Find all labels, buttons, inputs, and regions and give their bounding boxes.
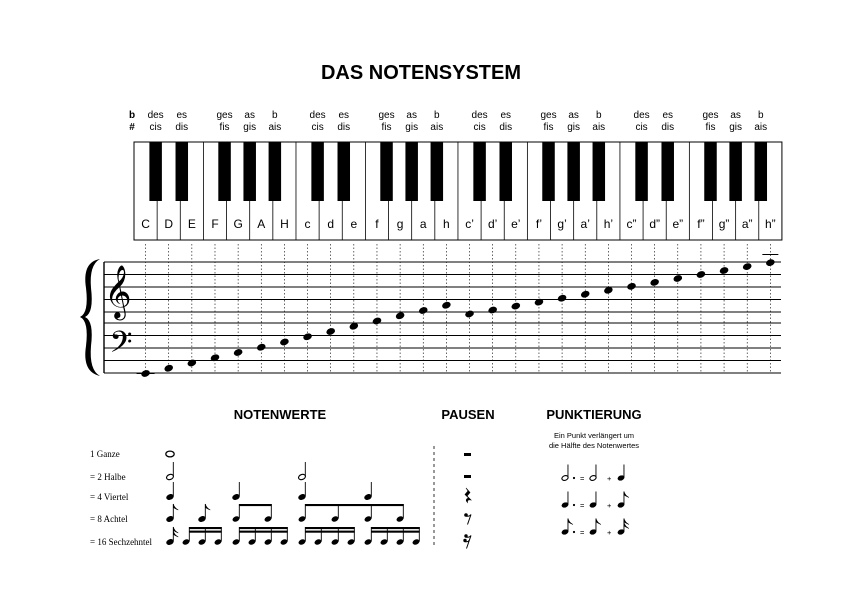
note-value-label: 1 Ganze <box>90 449 120 459</box>
whole-note-icon <box>166 451 174 457</box>
note-flag <box>173 504 178 510</box>
punktierung-text-line-2: die Hälfte des Notenwertes <box>548 441 640 450</box>
black-key <box>704 142 717 201</box>
note-beam <box>239 531 287 533</box>
black-key <box>473 142 486 201</box>
note-beam <box>189 527 221 529</box>
white-key-label: h” <box>765 217 776 231</box>
scale-note-9 <box>325 327 335 336</box>
white-key-label: A <box>257 217 266 231</box>
scale-note-24 <box>673 274 683 283</box>
sharp-name: dis <box>499 122 513 133</box>
black-key <box>635 142 648 201</box>
flat-name: as <box>406 110 417 121</box>
scale-note-26 <box>719 266 729 275</box>
rests <box>463 453 471 549</box>
bass-clef-icon: 𝄢 <box>109 326 133 367</box>
scale-note-28 <box>765 258 775 267</box>
page-title: DAS NOTENSYSTEM <box>320 62 522 84</box>
sharp-name: gis <box>405 122 419 133</box>
scale-note-25 <box>696 270 706 279</box>
black-key <box>567 142 580 201</box>
sharp-name: ais <box>268 122 282 133</box>
scale-note-12 <box>395 311 405 320</box>
note-beam <box>189 531 221 533</box>
sharp-name: dis <box>337 122 351 133</box>
quarter-rest-icon <box>465 488 471 503</box>
black-key <box>269 142 282 201</box>
scale-note-14 <box>441 301 451 310</box>
scale-note-27 <box>742 262 752 271</box>
white-key-label: D <box>164 217 174 231</box>
whole-rest-icon <box>464 453 471 456</box>
note-beam <box>305 531 354 533</box>
black-key <box>218 142 231 201</box>
sharp-name: dis <box>661 122 675 133</box>
black-key <box>405 142 418 201</box>
flat-name: des <box>471 110 488 121</box>
note-beam <box>305 527 354 529</box>
white-key-label: a <box>419 217 427 231</box>
white-key-label: f <box>375 217 379 231</box>
scale-note-16 <box>487 306 497 315</box>
note-flag <box>568 519 573 525</box>
note-beam <box>371 531 419 533</box>
sharp-name: gis <box>243 122 257 133</box>
sharp-name: cis <box>149 122 162 133</box>
scale-note-23 <box>649 278 659 287</box>
scale-note-17 <box>511 302 521 311</box>
flat-name: es <box>500 110 512 121</box>
half-rest-icon <box>464 475 471 478</box>
white-key-label: g <box>396 217 404 231</box>
sixteenth-rest-stroke <box>465 536 471 549</box>
plus-sign: + <box>607 474 612 483</box>
eighth-rest-stroke <box>466 515 471 525</box>
note-beam <box>239 527 287 529</box>
sharp-name: dis <box>175 122 189 133</box>
pausen-heading: PAUSEN <box>441 407 495 422</box>
flat-name: ges <box>378 110 395 121</box>
plus-sign: + <box>607 501 612 510</box>
white-key-label: f” <box>697 217 705 231</box>
equals-sign: = <box>580 474 585 483</box>
flat-name: des <box>147 110 164 121</box>
note-flag <box>624 492 629 498</box>
scale-note-13 <box>418 306 428 315</box>
note-values <box>90 446 434 548</box>
note-value-label: = 16 Sechzehntel <box>90 537 153 547</box>
sharp-name: ais <box>754 122 768 133</box>
white-key-label: e’ <box>511 217 521 231</box>
scale-note-8 <box>302 332 312 341</box>
sharp-marker: # <box>129 122 135 133</box>
white-key-label: H <box>280 217 289 231</box>
white-key-label: G <box>233 217 243 231</box>
black-key <box>243 142 256 201</box>
sharp-name: cis <box>473 122 486 133</box>
brace <box>80 259 100 376</box>
white-key-label: c” <box>626 217 637 231</box>
sharp-name: cis <box>635 122 648 133</box>
note-value-label: = 4 Viertel <box>90 492 129 502</box>
flat-marker: b <box>128 110 136 121</box>
augmentation-dot <box>573 504 575 506</box>
scale-notes <box>137 255 779 379</box>
flat-name: b <box>434 110 440 121</box>
black-key <box>149 142 162 201</box>
white-key-label: e <box>350 217 358 231</box>
note-flag <box>205 504 210 510</box>
white-key-label: C <box>141 217 150 231</box>
flat-name: es <box>176 110 188 121</box>
flat-name: b <box>272 110 278 121</box>
scale-note-2 <box>163 364 173 373</box>
flat-name: b <box>596 110 602 121</box>
scale-note-22 <box>626 282 636 291</box>
scale-note-5 <box>233 348 243 357</box>
scale-note-3 <box>187 358 197 367</box>
note-flag <box>596 519 601 525</box>
notenwerte-heading: NOTENWERTE <box>233 407 327 422</box>
flat-name: es <box>662 110 674 121</box>
flat-name: as <box>568 110 579 121</box>
black-key <box>593 142 606 201</box>
note-beam <box>371 527 419 529</box>
white-key-label: g” <box>718 217 730 231</box>
black-key <box>176 142 189 201</box>
note-beam <box>305 504 403 506</box>
flat-name: ges <box>702 110 719 121</box>
flat-name: as <box>730 110 741 121</box>
dotted-notes <box>561 465 629 538</box>
sharp-name: fis <box>543 122 554 133</box>
scale-note-20 <box>580 290 590 299</box>
flat-name: es <box>338 110 350 121</box>
scale-note-18 <box>534 298 544 307</box>
sharp-name: fis <box>219 122 230 133</box>
black-key <box>338 142 351 201</box>
punktierung-text-line-1: Ein Punkt verlängert um <box>553 431 635 440</box>
white-key-label: h <box>443 217 450 231</box>
flat-name: des <box>309 110 326 121</box>
sharp-name: gis <box>567 122 581 133</box>
scale-note-15 <box>464 309 474 318</box>
sharp-name: fis <box>381 122 392 133</box>
equals-sign: = <box>580 528 585 537</box>
black-key <box>431 142 444 201</box>
note-value-label: = 8 Achtel <box>90 514 128 524</box>
flat-name: des <box>633 110 650 121</box>
white-key-label: g’ <box>557 217 567 231</box>
note-flag <box>624 519 629 525</box>
white-key-label: f’ <box>535 217 543 231</box>
sharp-name: ais <box>592 122 606 133</box>
augmentation-dot <box>573 531 575 533</box>
white-key-label: F <box>211 217 219 231</box>
flat-name: ges <box>216 110 233 121</box>
black-key <box>499 142 512 201</box>
scale-note-7 <box>279 337 289 346</box>
white-key-label: c <box>304 217 311 231</box>
note-value-label: = 2 Halbe <box>90 472 126 482</box>
black-key <box>755 142 768 201</box>
black-key <box>311 142 324 201</box>
white-key-label: a’ <box>580 217 590 231</box>
punktierung-heading: PUNKTIERUNG <box>546 407 642 422</box>
sharp-name: gis <box>729 122 743 133</box>
scale-note-19 <box>557 294 567 303</box>
white-key-label: a” <box>741 217 753 231</box>
black-key <box>729 142 742 201</box>
black-key <box>542 142 555 201</box>
white-key-label: d” <box>649 217 660 231</box>
white-key-label: d’ <box>487 217 498 231</box>
white-key-label: e” <box>672 217 684 231</box>
plus-sign: + <box>607 528 612 537</box>
black-key <box>380 142 393 201</box>
white-key-label: d <box>327 217 335 231</box>
white-key-label: c’ <box>465 217 474 231</box>
accidental-labels <box>148 110 768 133</box>
white-key-label: h’ <box>603 217 614 231</box>
sharp-name: ais <box>430 122 444 133</box>
black-key <box>661 142 674 201</box>
treble-clef-icon: 𝄞 <box>104 264 132 318</box>
flat-name: ges <box>540 110 557 121</box>
scale-note-6 <box>256 343 266 352</box>
white-key-label: E <box>187 217 196 231</box>
note-beam <box>239 504 271 506</box>
sharp-name: cis <box>311 122 324 133</box>
flat-name: as <box>244 110 255 121</box>
note-flag <box>173 527 178 533</box>
scale-note-11 <box>372 316 382 325</box>
piano-keyboard <box>134 142 782 240</box>
flat-name: b <box>757 110 764 121</box>
sharp-name: fis <box>705 122 716 133</box>
equals-sign: = <box>580 501 585 510</box>
augmentation-dot <box>573 477 575 479</box>
